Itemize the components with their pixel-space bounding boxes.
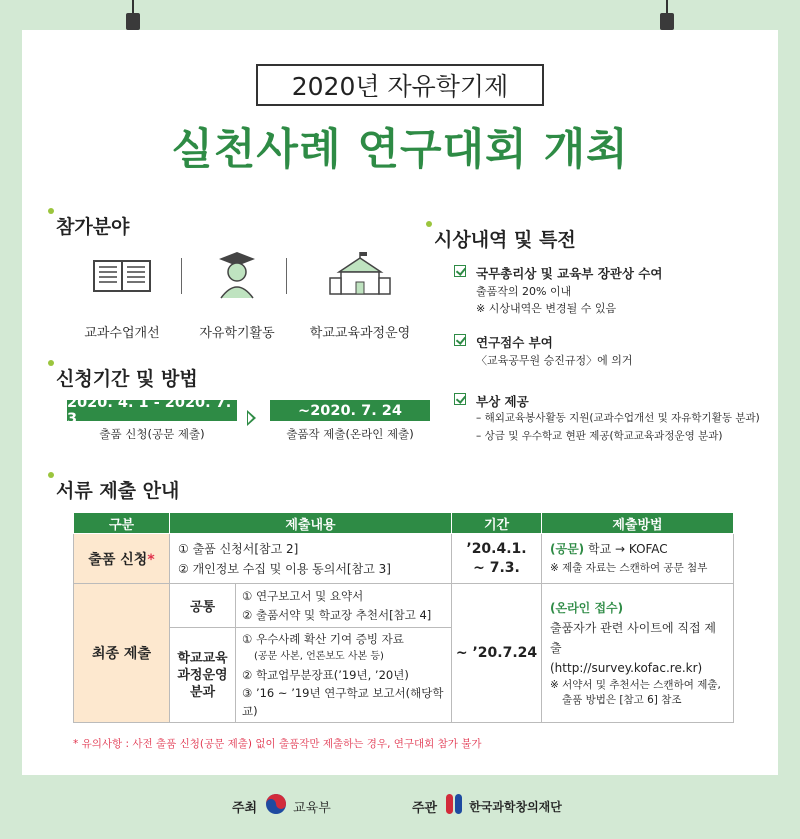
category-cell: 출품 신청*: [74, 534, 170, 584]
field-label: 학교교육과정운영: [309, 326, 411, 341]
award-head: 부상 제공: [476, 394, 529, 409]
content-item: ② 개인정보 수집 및 이용 동의서[참고 3]: [178, 561, 391, 576]
header-cell: 구분: [74, 513, 170, 534]
header-cell: 제출내용: [170, 513, 452, 534]
warning-note: * 유의사항 : 사전 출품 신청(공문 제출) 없이 출품작만 제출하는 경우, 연구대회 참가 불가: [73, 738, 482, 750]
footer-host: [232, 786, 331, 826]
host-name: 교육부: [293, 800, 331, 816]
bullet-dot-icon: [426, 221, 432, 227]
field-label: 교과수업개선: [84, 326, 160, 341]
book-icon: [62, 250, 182, 300]
checkbox-icon: [454, 265, 466, 277]
hanging-clip-left: [126, 0, 140, 30]
period-step1-date: 2020. 4. 1 - 2020. 7. 3: [67, 400, 237, 421]
table-header-row: [74, 513, 734, 534]
method-cell: (온라인 접수) 출품자가 관련 사이트에 직접 제출 (http://survey.kofac.re.kr) ※ 서약서 및 추천서는 스캔하여 제출, 출품 방법은 [참고 6] 참조: [542, 584, 734, 723]
divider: [286, 258, 287, 294]
period-step2-date: ~2020. 7. 24: [270, 400, 430, 421]
subcategory-cell: 학교교육 과정운영 분과: [170, 628, 236, 723]
header-cell: 기간: [452, 513, 542, 534]
checkbox-icon: [454, 393, 466, 405]
hanging-clip-right: [660, 0, 674, 30]
award-head: 연구점수 부여: [476, 335, 553, 350]
field-label: 자유학기활동: [199, 326, 275, 341]
kofac-logo-icon: [445, 793, 463, 819]
org-name: 한국과학창의재단: [469, 799, 562, 814]
org-label: 주관: [412, 800, 438, 816]
award-head: 국무총리상 및 교육부 장관상 수여: [476, 266, 663, 281]
content-cell: ① 연구보고서 및 요약서 ② 출품서약 및 학교장 추천서[참고 4]: [236, 584, 452, 628]
table-row: [74, 584, 734, 628]
content-item: ① 출품 신청서[참고 2]: [178, 541, 299, 556]
host-label: 주최: [232, 800, 258, 816]
period-step2-desc: 출품작 제출(온라인 제출): [286, 427, 414, 441]
footer-org: [412, 786, 562, 826]
checkbox-icon: [454, 334, 466, 346]
section-title-fields: 참가분야: [56, 212, 129, 239]
header-cell: 제출방법: [542, 513, 734, 534]
subcategory-cell: 공통: [170, 584, 236, 628]
field-item: [177, 250, 297, 341]
section-title-period: 신청기간 및 방법: [56, 364, 198, 391]
poster: [22, 30, 778, 775]
period-cell: ~ ’20.7.24: [452, 584, 542, 723]
section-title-awards: 시상내역 및 특전: [434, 225, 576, 252]
period-cell: ’20.4.1. ~ 7.3.: [452, 534, 542, 584]
method-cell: (공문) 학교 → KOFAC ※ 제출 자료는 스캔하여 공문 첨부: [542, 534, 734, 584]
table-row: [74, 534, 734, 584]
award-line: – 상금 및 우수학교 현판 제공(학교교육과정운영 분과): [476, 430, 723, 442]
taegeuk-icon: [265, 793, 287, 819]
graduate-icon: [177, 250, 297, 300]
arrow-right-icon: [247, 410, 256, 426]
subtitle: 2020년 자유학기제: [256, 64, 544, 106]
field-item: [62, 250, 182, 341]
award-line: – 해외교육봉사활동 지원(교과수업개선 및 자유학기활동 분과): [476, 412, 760, 424]
content-cell: [170, 534, 452, 584]
bullet-dot-icon: [48, 472, 54, 478]
award-line: 출품작의 20% 이내: [476, 285, 572, 298]
bullet-dot-icon: [48, 360, 54, 366]
page-title: 실천사례 연구대회 개최: [171, 125, 629, 175]
content-cell: ① 우수사례 확산 기여 증빙 자료 (공문 사본, 언론보도 사본 등) ② 학교업무분장표(’19년, ’20년) ③ ’16 ~ ’19년 연구학교 보고서(해당학교): [236, 628, 452, 723]
submission-table: [73, 512, 734, 723]
period-step1-desc: 출품 신청(공문 제출): [99, 427, 205, 441]
award-line: 〈교육공무원 승진규정〉에 의거: [476, 354, 633, 367]
field-item: [290, 250, 430, 341]
award-line: ※ 시상내역은 변경될 수 있음: [476, 302, 617, 315]
school-icon: [290, 250, 430, 300]
category-cell: 최종 제출: [74, 584, 170, 723]
section-title-docs: 서류 제출 안내: [56, 476, 179, 503]
bullet-dot-icon: [48, 208, 54, 214]
